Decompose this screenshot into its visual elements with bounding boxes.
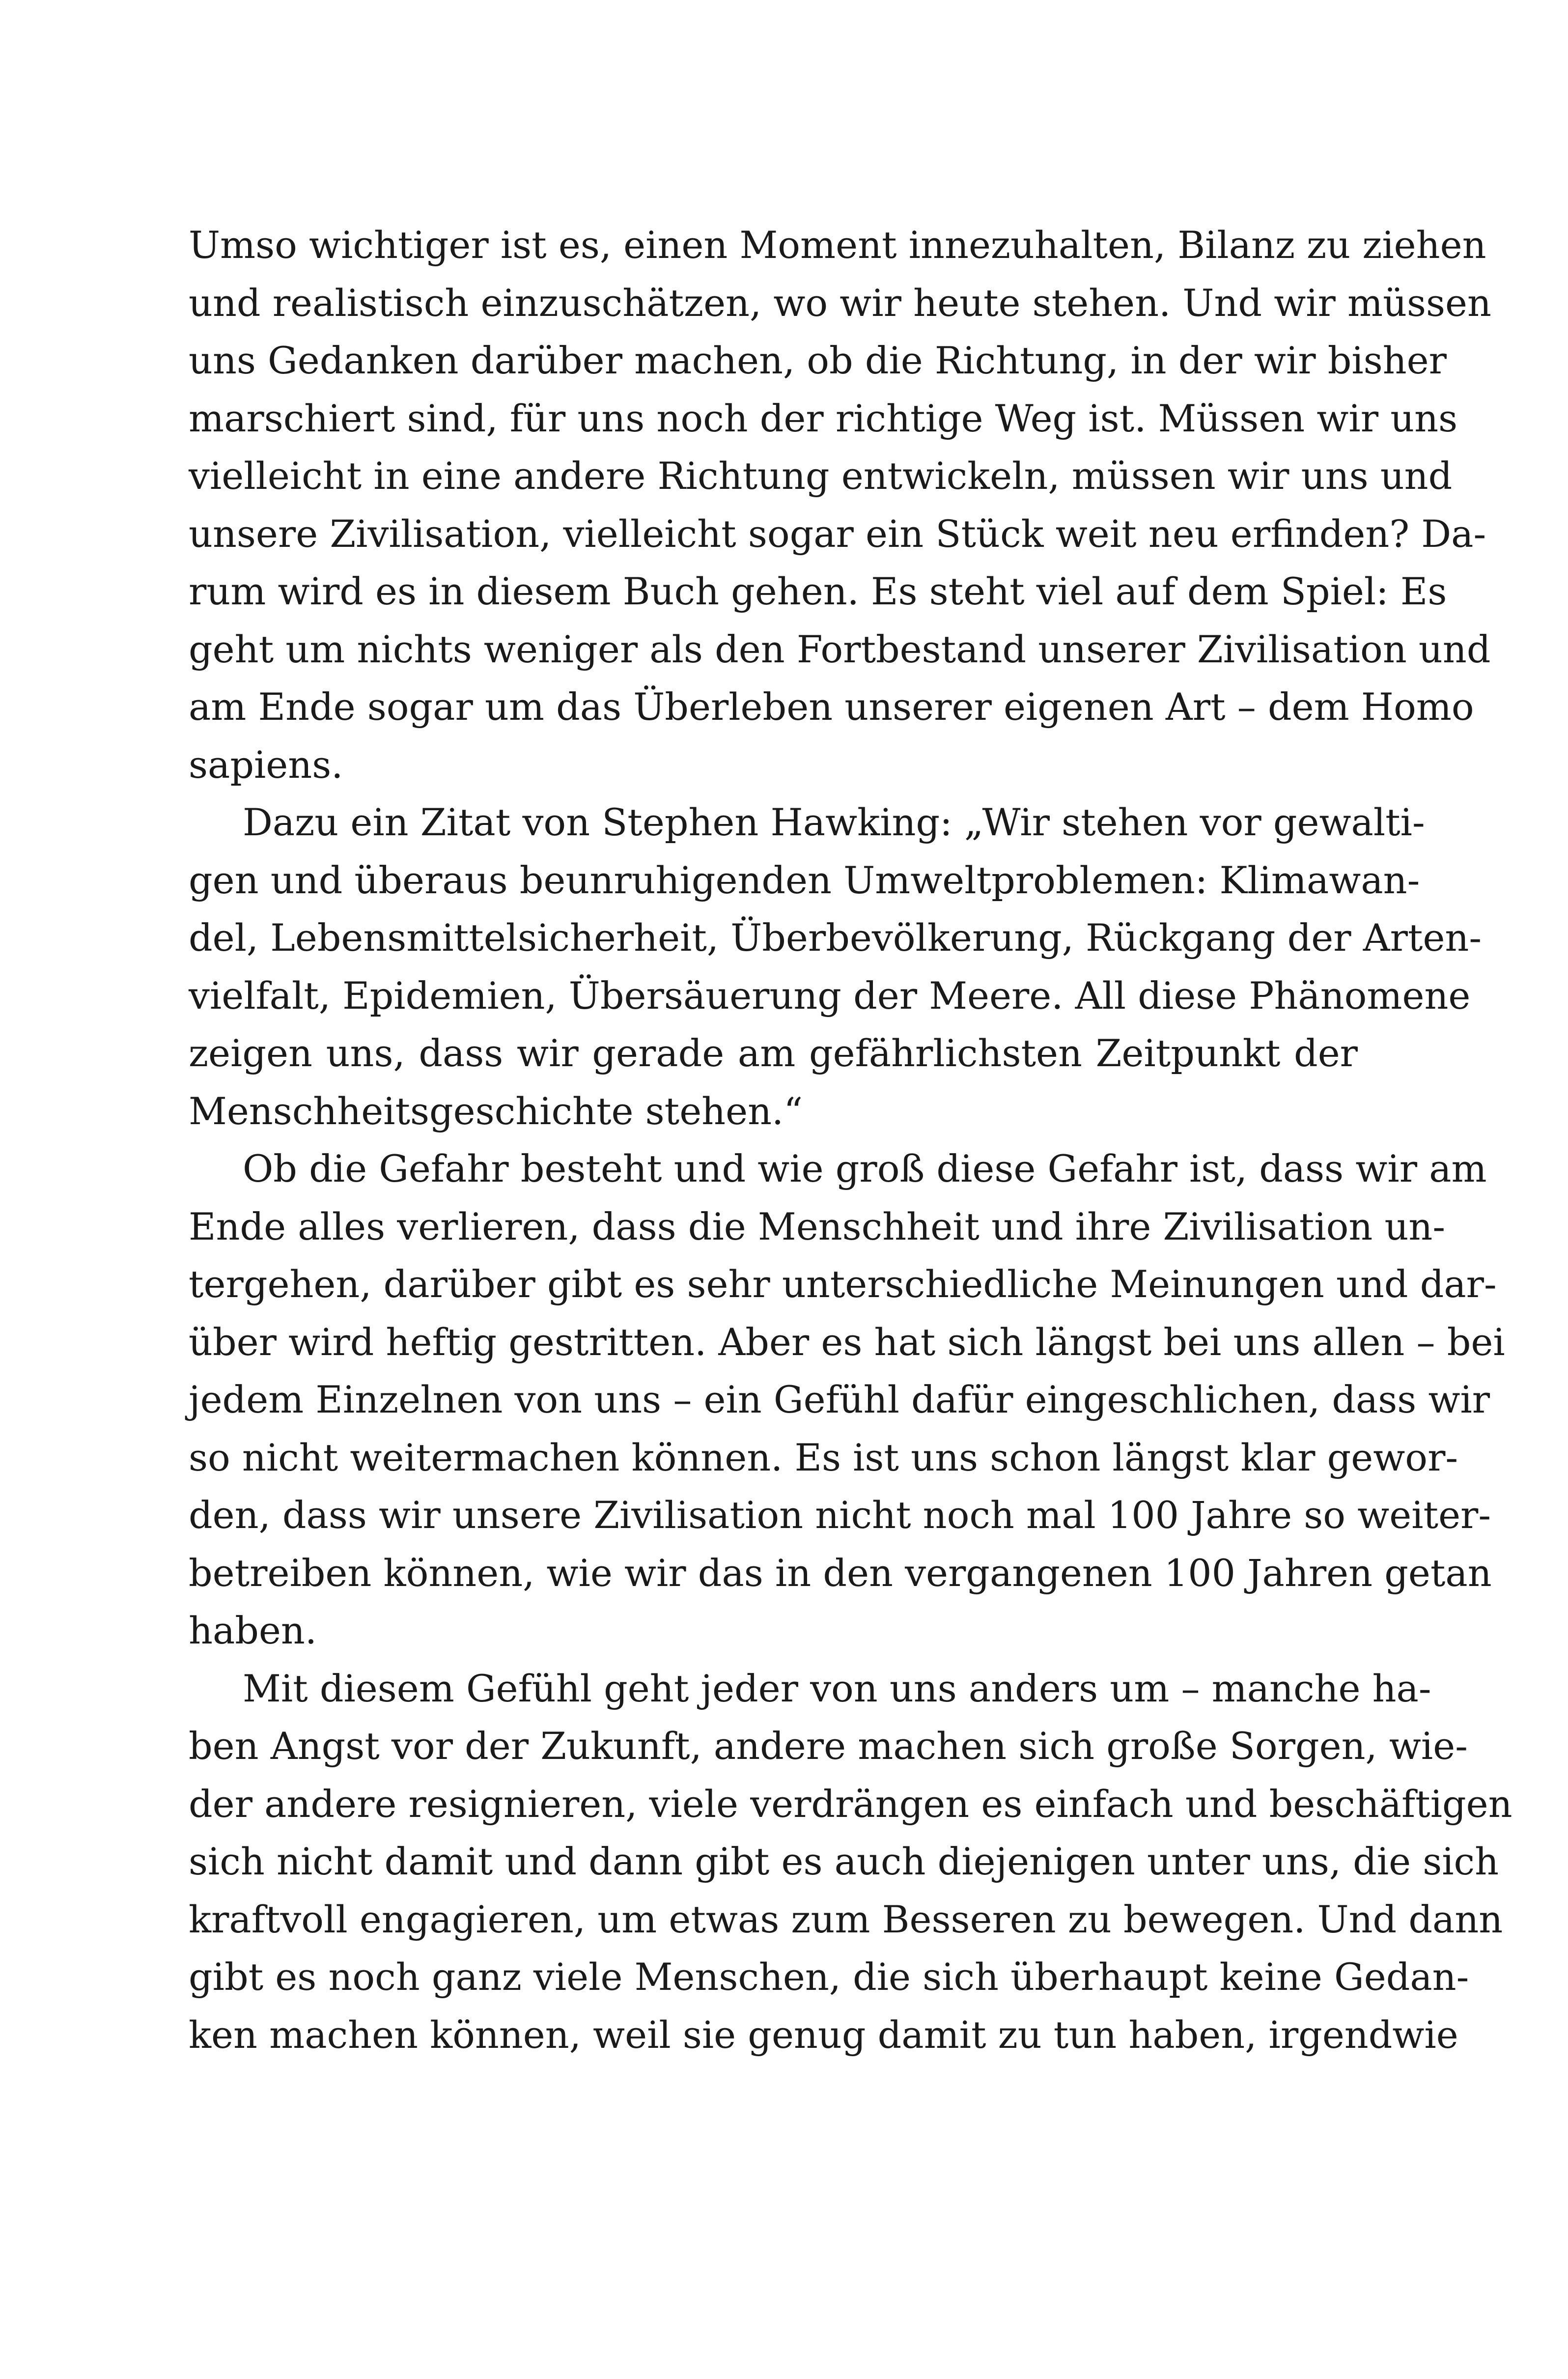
text-line: über wird heftig gestritten. Aber es hat sich längst bei uns allen – bei	[189, 1320, 1505, 1364]
text-line: del, Lebensmittelsicherheit, Überbevölkerung, Rückgang der Arten-	[189, 916, 1482, 960]
paragraph	[189, 1660, 1512, 2064]
text-line: uns Gedanken darüber machen, ob die Richtung, in der wir bisher	[189, 339, 1447, 382]
text-line: geht um nichts weniger als den Fortbestand unserer Zivilisation und	[189, 627, 1491, 671]
text-line: am Ende sogar um das Überleben unserer eigenen Art – dem Homo	[189, 685, 1474, 729]
text-line: ken machen können, weil sie genug damit zu tun haben, irgendwie	[189, 2012, 1458, 2057]
text-line: vielfalt, Epidemien, Übersäuerung der Meere. All diese Phänomene	[189, 973, 1471, 1018]
text-line: vielleicht in eine andere Richtung entwickeln, müssen wir uns und	[189, 454, 1453, 498]
text-line: Mit diesem Gefühl geht jeder von uns anders um – manche ha-	[243, 1666, 1431, 1710]
text-line: Menschheitsgeschichte stehen.“	[189, 1089, 803, 1133]
text-line: rum wird es in diesem Buch gehen. Es steht viel auf dem Spiel: Es	[189, 569, 1447, 613]
text-line: jedem Einzelnen von uns – ein Gefühl dafür eingeschlichen, dass wir	[189, 1378, 1490, 1421]
text-line: tergehen, darüber gibt es sehr unterschiedliche Meinungen und dar-	[189, 1262, 1497, 1306]
text-line: gibt es noch ganz viele Menschen, die sich überhaupt keine Gedan-	[189, 1955, 1469, 1999]
text-line: Dazu ein Zitat von Stephen Hawking: „Wir stehen vor gewalti-	[243, 800, 1425, 844]
text-line: gen und überaus beunruhigenden Umweltproblemen: Klimawan-	[189, 858, 1420, 902]
paragraph	[189, 216, 1491, 793]
text-line: Ob die Gefahr besteht und wie groß diese Gefahr ist, dass wir am	[243, 1147, 1487, 1190]
text-line: sapiens.	[189, 742, 343, 787]
text-line: sich nicht damit und dann gibt es auch diejenigen unter uns, die sich	[189, 1840, 1499, 1883]
text-line: zeigen uns, dass wir gerade am gefährlichsten Zeitpunkt der	[189, 1031, 1358, 1075]
book-page-text	[189, 216, 1512, 2064]
text-line: der andere resignieren, viele verdrängen es einfach und beschäftigen	[189, 1782, 1512, 1826]
text-line: und realistisch einzuschätzen, wo wir heute stehen. Und wir müssen	[189, 281, 1491, 325]
paragraph	[189, 1140, 1505, 1660]
text-line: kraftvoll engagieren, um etwas zum Besseren zu bewegen. Und dann	[189, 1897, 1503, 1941]
text-line: den, dass wir unsere Zivilisation nicht noch mal 100 Jahre so weiter-	[189, 1493, 1491, 1537]
text-line: marschiert sind, für uns noch der richtige Weg ist. Müssen wir uns	[189, 396, 1458, 440]
text-line: unsere Zivilisation, vielleicht sogar ein Stück weit neu erfinden? Da-	[189, 511, 1486, 556]
text-line: Ende alles verlieren, dass die Menschheit und ihre Zivilisation un-	[189, 1204, 1446, 1248]
text-line: haben.	[189, 1609, 317, 1652]
text-line: betreiben können, wie wir das in den vergangenen 100 Jahren getan	[189, 1551, 1492, 1595]
text-line: ben Angst vor der Zukunft, andere machen sich große Sorgen, wie-	[189, 1724, 1468, 1768]
paragraph	[189, 793, 1482, 1140]
text-line: so nicht weitermachen können. Es ist uns schon längst klar gewor-	[189, 1435, 1458, 1479]
text-line: Umso wichtiger ist es, einen Moment innezuhalten, Bilanz zu ziehen	[189, 223, 1486, 267]
